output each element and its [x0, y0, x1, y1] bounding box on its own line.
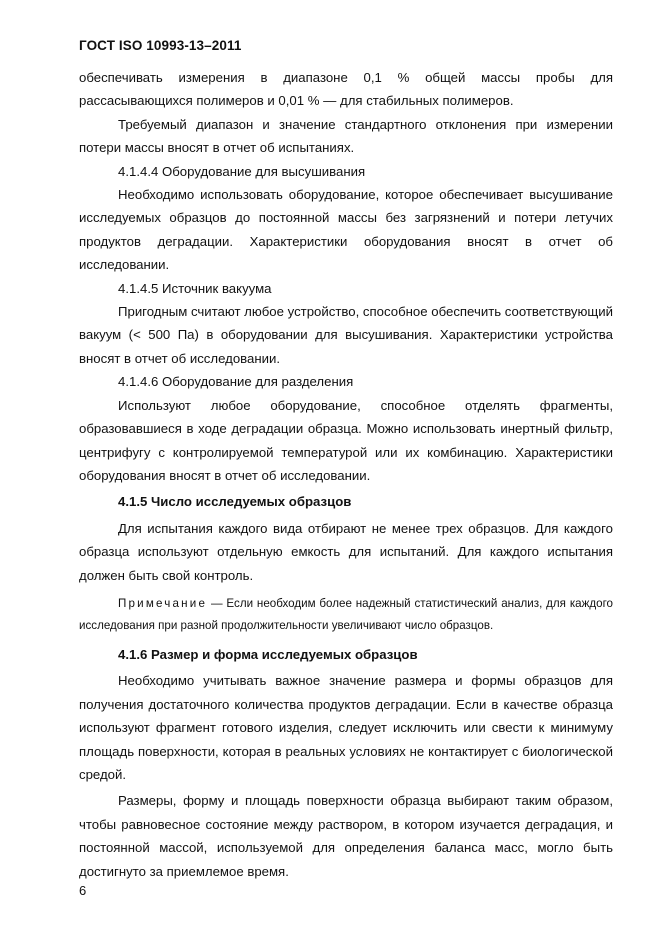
- note-label: Примечание: [118, 596, 208, 610]
- paragraph-separation-equipment: Используют любое оборудование, способное отделять фрагменты, образовавшиеся в ходе деградации образца. Можно использовать инертный фильтр, центрифугу с контролируемой температурой или их комбинацию. Характеристики оборудования вносят в отчет об исследовании.: [79, 397, 613, 483]
- section-heading-sample-size-shape: 4.1.6 Размер и форма исследуемых образцов: [118, 646, 418, 662]
- document-body: [79, 66, 613, 883]
- note-text: — Если необходим более надежный статистический анализ, для каждого исследования при разной продолжительности увеличивают число образцов.: [79, 596, 613, 632]
- paragraph-sample-dimensions: Размеры, форму и площадь поверхности образца выбирают таким образом, чтобы равновесное состояние между раствором, в котором изучается деградация, и постоянной массой, используемой для определения баланса масс, могло быть достигнуто за приемлемое время.: [79, 793, 613, 879]
- page-number: 6: [79, 883, 87, 898]
- subsection-heading-vacuum-source: 4.1.4.5 Источник вакуума: [118, 280, 272, 296]
- paragraph-sample-count: Для испытания каждого вида отбирают не менее трех образцов. Для каждого образца используют отдельную емкость для испытаний. Для каждого испытания должен быть свой контроль.: [79, 520, 613, 583]
- document-code-header: ГОСТ ISO 10993-13–2011: [79, 38, 242, 53]
- section-heading-sample-count: 4.1.5 Число исследуемых образцов: [118, 494, 352, 510]
- subsection-heading-separation-equipment: 4.1.4.6 Оборудование для разделения: [118, 374, 354, 390]
- subsection-heading-drying-equipment: 4.1.4.4 Оборудование для высушивания: [118, 163, 366, 179]
- paragraph-measurement-range: Требуемый диапазон и значение стандартного отклонения при измерении потери массы вносят в отчет об испытаниях.: [79, 116, 613, 156]
- paragraph-vacuum-source: Пригодным считают любое устройство, способное обеспечить соответствующий вакуум (< 500 Па) в оборудовании для высушивания. Характеристики устройства вносят в отчет об исследовании.: [79, 304, 613, 366]
- note-block: [79, 593, 613, 637]
- paragraph-sample-size-importance: Необходимо учитывать важное значение размера и формы образцов для получения достаточного количества продуктов деградации. Если в качестве образца используют фрагмент готового изделия, следует исключить или свести к минимуму площадь поверхности, которая в реальных условиях не контактирует с биологической средой.: [79, 673, 613, 782]
- paragraph-drying-equipment: Необходимо использовать оборудование, которое обеспечивает высушивание исследуемых образцов до постоянной массы без загрязнений и потери летучих продуктов деградации. Характеристики оборудования вносят в отчет об исследовании.: [79, 187, 613, 273]
- paragraph-continuation: обеспечивать измерения в диапазоне 0,1 % общей массы пробы для рассасывающихся полимеров и 0,01 % — для стабильных полимеров.: [79, 70, 613, 109]
